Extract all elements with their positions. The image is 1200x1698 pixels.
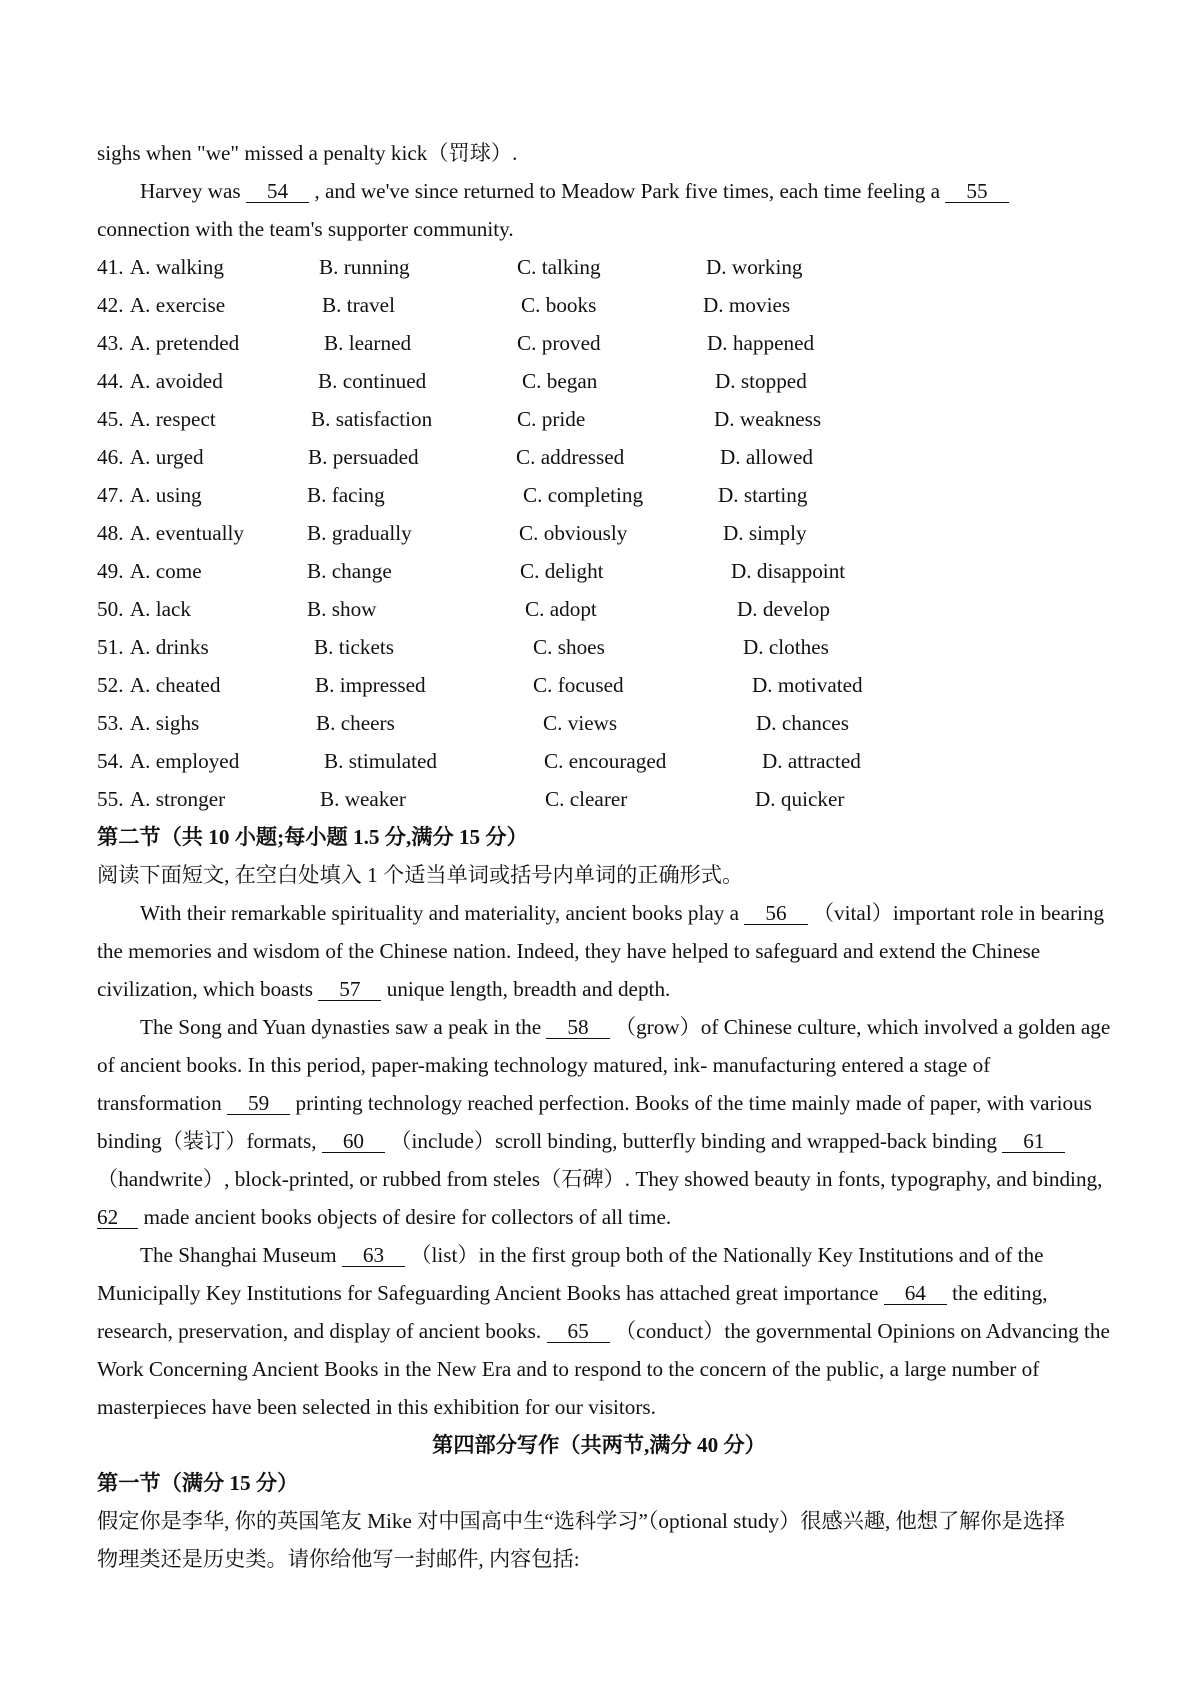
question-number: 50. bbox=[97, 597, 124, 621]
text-line bbox=[97, 1084, 1101, 1122]
option-b: B. facing bbox=[307, 483, 385, 507]
option-b: B. weaker bbox=[320, 787, 406, 811]
option-a: A. come bbox=[129, 559, 202, 583]
writing-prompt-line: 假定你是李华, 你的英国笔友 Mike 对中国高中生“选科学习”（optional study）很感兴趣, 他想了解你是选择 bbox=[97, 1509, 1066, 1533]
option-column-a bbox=[97, 400, 216, 438]
option-c: C. adopt bbox=[525, 597, 597, 621]
option-column-a bbox=[97, 742, 239, 780]
option-row-45 bbox=[97, 400, 1101, 438]
text-line bbox=[97, 1160, 1101, 1198]
text-segment: research, preservation, and display of ancient books. bbox=[97, 1319, 547, 1343]
question-number: 41. bbox=[97, 255, 124, 279]
option-row-50 bbox=[97, 590, 1101, 628]
writing-section-1-heading: 第一节（满分 15 分） bbox=[97, 1471, 299, 1495]
option-column-a bbox=[97, 666, 220, 704]
option-d: D. quicker bbox=[755, 787, 845, 811]
option-column-a bbox=[97, 248, 224, 286]
continued-passage-line: sighs when "we" missed a penalty kick（罚球）. bbox=[97, 141, 518, 165]
option-d: D. stopped bbox=[715, 369, 807, 393]
text-line bbox=[97, 1236, 1101, 1274]
text-segment: connection with the team's supporter community. bbox=[97, 217, 514, 241]
option-a: A. employed bbox=[129, 749, 240, 773]
option-d: D. movies bbox=[703, 293, 791, 317]
question-number: 54. bbox=[97, 749, 124, 773]
option-c: C. pride bbox=[517, 407, 586, 431]
text-segment: civilization, which boasts bbox=[97, 977, 319, 1001]
text-segment: binding（装订）formats, bbox=[97, 1129, 322, 1153]
question-number: 49. bbox=[97, 559, 124, 583]
writing-prompt-line: 物理类还是历史类。请你给他写一封邮件, 内容包括: bbox=[97, 1547, 580, 1571]
option-a: A. exercise bbox=[129, 293, 226, 317]
option-c: C. clearer bbox=[545, 787, 628, 811]
text-line bbox=[97, 970, 1101, 1008]
question-number: 48. bbox=[97, 521, 124, 545]
option-column-a bbox=[97, 286, 225, 324]
paragraph bbox=[97, 1008, 1111, 1236]
option-d: D. allowed bbox=[720, 445, 813, 469]
option-c: C. talking bbox=[517, 255, 601, 279]
question-number: 47. bbox=[97, 483, 124, 507]
option-d: D. motivated bbox=[752, 673, 863, 697]
option-b: B. cheers bbox=[316, 711, 395, 735]
option-d: D. chances bbox=[756, 711, 849, 735]
answer-blank-60: 60 bbox=[322, 1131, 385, 1153]
question-number: 45. bbox=[97, 407, 124, 431]
option-column-a bbox=[97, 476, 202, 514]
option-d: D. disappoint bbox=[731, 559, 846, 583]
text-line bbox=[97, 1046, 1101, 1084]
option-row-47 bbox=[97, 476, 1101, 514]
text-line bbox=[97, 1350, 1101, 1388]
answer-blank-63: 63 bbox=[342, 1245, 405, 1267]
text-segment: （list）in the first group both of the Nationally Key Institutions and of the bbox=[405, 1243, 1044, 1267]
paragraph bbox=[97, 894, 1105, 1008]
option-row-46 bbox=[97, 438, 1101, 476]
option-row-55 bbox=[97, 780, 1101, 818]
option-a: A. lack bbox=[129, 597, 192, 621]
option-b: B. tickets bbox=[314, 635, 395, 659]
option-d: D. working bbox=[706, 255, 803, 279]
option-c: C. completing bbox=[523, 483, 644, 507]
option-row-43 bbox=[97, 324, 1101, 362]
option-column-a bbox=[97, 780, 225, 818]
text-segment: , and we've since returned to Meadow Park five times, each time feeling a bbox=[309, 179, 946, 203]
option-d: D. simply bbox=[723, 521, 807, 545]
option-a: A. respect bbox=[129, 407, 216, 431]
option-b: B. satisfaction bbox=[311, 407, 433, 431]
text-segment: Work Concerning Ancient Books in the New Era and to respond to the concern of the public, a large number of bbox=[97, 1357, 1040, 1381]
question-number: 46. bbox=[97, 445, 124, 469]
text-segment: the memories and wisdom of the Chinese nation. Indeed, they have helped to safeguard and extend the Chinese bbox=[97, 939, 1041, 963]
option-b: B. show bbox=[307, 597, 377, 621]
text-line bbox=[97, 894, 1105, 932]
option-d: D. happened bbox=[707, 331, 815, 355]
option-d: D. clothes bbox=[743, 635, 829, 659]
text-line bbox=[97, 210, 1101, 248]
option-c: C. proved bbox=[517, 331, 601, 355]
answer-blank-56: 56 bbox=[744, 903, 807, 925]
question-number: 42. bbox=[97, 293, 124, 317]
cloze-options-list bbox=[97, 248, 1101, 818]
text-segment: （conduct）the governmental Opinions on Advancing the bbox=[609, 1319, 1110, 1343]
option-row-41 bbox=[97, 248, 1101, 286]
option-c: C. views bbox=[543, 711, 618, 735]
option-a: A. walking bbox=[129, 255, 224, 279]
text-segment: printing technology reached perfection. Books of the time mainly made of paper, with various bbox=[290, 1091, 1092, 1115]
text-line bbox=[97, 1198, 1101, 1236]
text-line bbox=[97, 1312, 1110, 1350]
text-segment: （include）scroll binding, butterfly binding and wrapped-back binding bbox=[385, 1129, 1003, 1153]
section-2-heading: 第二节（共 10 小题;每小题 1.5 分,满分 15 分） bbox=[97, 825, 528, 849]
option-row-42 bbox=[97, 286, 1101, 324]
paragraph bbox=[97, 1236, 1110, 1426]
answer-blank-64: 64 bbox=[884, 1283, 947, 1305]
text-segment: The Shanghai Museum bbox=[140, 1243, 342, 1267]
option-row-44 bbox=[97, 362, 1101, 400]
option-column-a bbox=[97, 362, 223, 400]
option-c: C. focused bbox=[533, 673, 624, 697]
option-c: C. books bbox=[521, 293, 597, 317]
text-segment: masterpieces have been selected in this exhibition for our visitors. bbox=[97, 1395, 656, 1419]
reading-passage bbox=[97, 172, 1101, 248]
option-b: B. change bbox=[307, 559, 392, 583]
text-segment: （grow）of Chinese culture, which involved a golden age bbox=[609, 1015, 1111, 1039]
option-b: B. continued bbox=[318, 369, 427, 393]
option-column-a bbox=[97, 324, 239, 362]
answer-blank-65: 65 bbox=[547, 1321, 610, 1343]
text-segment: （handwrite）, block-printed, or rubbed from steles（石碑）. They showed beauty in fonts, typography, and binding, bbox=[97, 1167, 1103, 1191]
option-column-a bbox=[97, 590, 191, 628]
text-segment: the editing, bbox=[946, 1281, 1048, 1305]
option-row-48 bbox=[97, 514, 1101, 552]
question-number: 53. bbox=[97, 711, 124, 735]
option-a: A. sighs bbox=[129, 711, 200, 735]
answer-blank-62: 62 bbox=[97, 1207, 138, 1229]
page-content bbox=[97, 134, 1111, 1578]
text-segment: made ancient books objects of desire for collectors of all time. bbox=[138, 1205, 672, 1229]
question-number: 55. bbox=[97, 787, 124, 811]
part-4-heading: 第四部分写作（共两节,满分 40 分） bbox=[432, 1433, 766, 1457]
option-a: A. using bbox=[129, 483, 202, 507]
text-segment: unique length, breadth and depth. bbox=[381, 977, 671, 1001]
text-segment: of ancient books. In this period, paper-making technology matured, ink- manufacturing entered a stage of bbox=[97, 1053, 991, 1077]
answer-blank-58: 58 bbox=[546, 1017, 609, 1039]
option-b: B. learned bbox=[324, 331, 412, 355]
option-c: C. delight bbox=[520, 559, 604, 583]
option-row-52 bbox=[97, 666, 1101, 704]
option-a: A. cheated bbox=[129, 673, 221, 697]
option-d: D. attracted bbox=[762, 749, 861, 773]
text-segment: Municipally Key Institutions for Safeguarding Ancient Books has attached great importance bbox=[97, 1281, 884, 1305]
question-number: 52. bbox=[97, 673, 124, 697]
option-b: B. running bbox=[319, 255, 410, 279]
section-2-instruction: 阅读下面短文, 在空白处填入 1 个适当单词或括号内单词的正确形式。 bbox=[97, 863, 744, 887]
option-b: B. gradually bbox=[307, 521, 412, 545]
answer-blank-54: 54 bbox=[246, 181, 309, 203]
option-d: D. develop bbox=[737, 597, 830, 621]
text-line bbox=[97, 172, 1101, 210]
text-line bbox=[97, 932, 1101, 970]
text-line bbox=[97, 1388, 1101, 1426]
option-b: B. persuaded bbox=[308, 445, 419, 469]
question-number: 51. bbox=[97, 635, 124, 659]
option-row-51 bbox=[97, 628, 1101, 666]
option-c: C. shoes bbox=[533, 635, 605, 659]
option-a: A. drinks bbox=[129, 635, 209, 659]
option-c: C. obviously bbox=[519, 521, 628, 545]
option-a: A. pretended bbox=[129, 331, 240, 355]
text-line bbox=[97, 1122, 1101, 1160]
grammar-fill-passage bbox=[97, 894, 1111, 1426]
question-number: 44. bbox=[97, 369, 124, 393]
option-c: C. addressed bbox=[516, 445, 625, 469]
paragraph bbox=[97, 172, 1101, 248]
option-c: C. began bbox=[522, 369, 598, 393]
question-number: 43. bbox=[97, 331, 124, 355]
option-row-49 bbox=[97, 552, 1101, 590]
option-row-54 bbox=[97, 742, 1101, 780]
option-row-53 bbox=[97, 704, 1101, 742]
text-segment: With their remarkable spirituality and materiality, ancient books play a bbox=[140, 901, 745, 925]
option-c: C. encouraged bbox=[544, 749, 667, 773]
option-d: D. weakness bbox=[714, 407, 822, 431]
option-column-a bbox=[97, 704, 199, 742]
option-a: A. avoided bbox=[129, 369, 223, 393]
option-b: B. impressed bbox=[315, 673, 426, 697]
option-b: B. travel bbox=[322, 293, 395, 317]
text-segment: Harvey was bbox=[140, 179, 246, 203]
text-segment: （vital）important role in bearing bbox=[807, 901, 1105, 925]
answer-blank-57: 57 bbox=[318, 979, 381, 1001]
option-a: A. urged bbox=[129, 445, 204, 469]
text-segment: transformation bbox=[97, 1091, 228, 1115]
text-line bbox=[97, 1008, 1111, 1046]
option-column-a bbox=[97, 438, 204, 476]
text-line bbox=[97, 1274, 1101, 1312]
option-a: A. eventually bbox=[129, 521, 244, 545]
option-column-a bbox=[97, 552, 202, 590]
option-a: A. stronger bbox=[129, 787, 226, 811]
option-b: B. stimulated bbox=[324, 749, 437, 773]
answer-blank-59: 59 bbox=[227, 1093, 290, 1115]
option-column-a bbox=[97, 628, 209, 666]
option-column-a bbox=[97, 514, 244, 552]
text-segment: The Song and Yuan dynasties saw a peak in the bbox=[140, 1015, 547, 1039]
answer-blank-61: 61 bbox=[1002, 1131, 1065, 1153]
answer-blank-55: 55 bbox=[945, 181, 1008, 203]
option-d: D. starting bbox=[718, 483, 808, 507]
